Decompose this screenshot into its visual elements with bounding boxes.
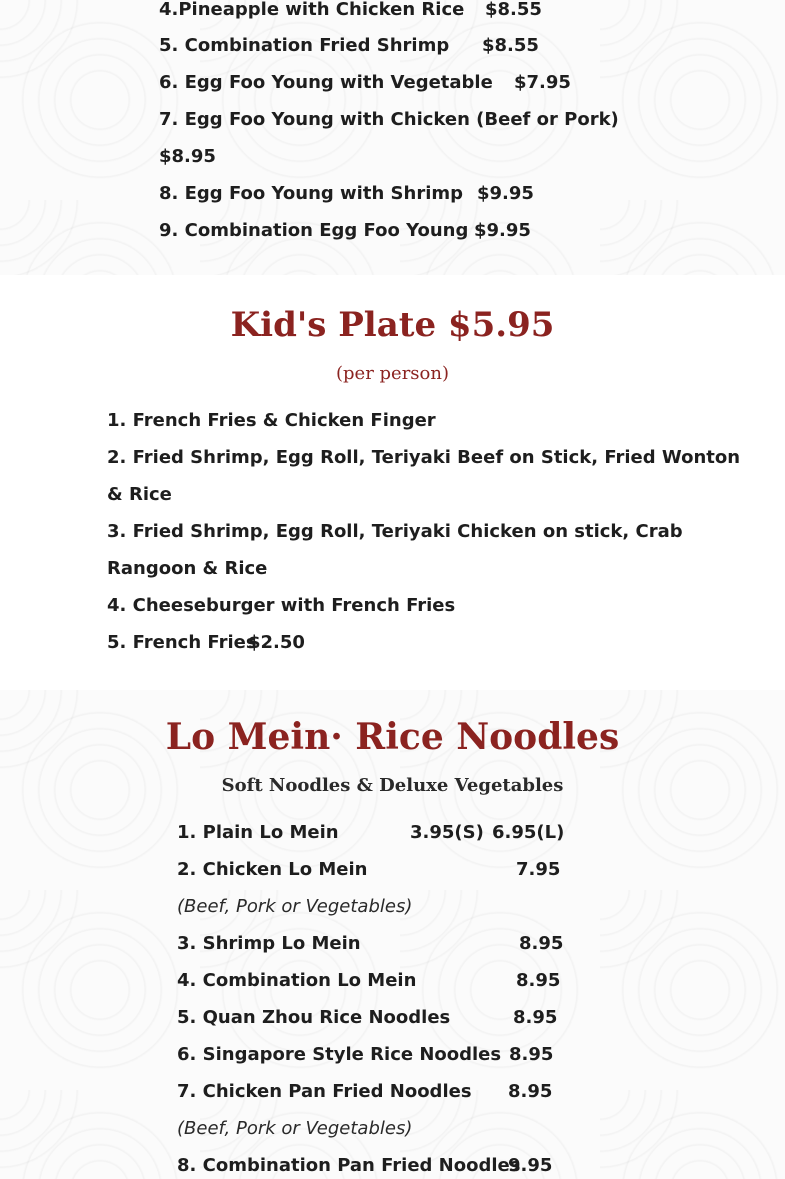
item-name: 6. Egg Foo Young with Vegetable — [159, 72, 493, 93]
menu-item-continued — [107, 557, 267, 581]
menu-item — [159, 34, 539, 58]
menu-item — [177, 1154, 553, 1178]
item-name: 4. Cheeseburger with French Fries — [107, 595, 456, 616]
menu-item — [177, 932, 564, 956]
item-price-large: 6.95(L) — [492, 822, 565, 843]
item-name: 3. Fried Shrimp, Egg Roll, Teriyaki Chicken on stick, Crab — [107, 521, 683, 542]
item-name: 8. Egg Foo Young with Shrimp — [159, 183, 464, 204]
menu-item-continued — [107, 483, 172, 507]
item-name: 1. French Fries & Chicken Finger — [107, 410, 436, 431]
menu-item — [107, 631, 305, 655]
item-name: 5. French Fries — [107, 632, 257, 653]
menu-item — [177, 1043, 554, 1067]
menu-item — [159, 71, 571, 95]
item-name: 1. Plain Lo Mein — [177, 822, 339, 843]
menu-item — [107, 446, 740, 470]
item-price: 8.95 — [508, 1081, 553, 1102]
section-subtitle: Soft Noodles & Deluxe Vegetables — [221, 775, 564, 796]
item-name: 6. Singapore Style Rice Noodles — [177, 1044, 502, 1065]
item-note: (Beef, Pork or Vegetables) — [177, 896, 413, 917]
section-title: Lo Mein· Rice Noodles — [165, 716, 620, 758]
item-note: (Beef, Pork or Vegetables) — [177, 1118, 413, 1139]
item-name: 4. Combination Lo Mein — [177, 970, 417, 991]
menu-item — [107, 594, 455, 618]
menu-item — [177, 858, 561, 882]
menu-item — [159, 219, 531, 243]
item-name: & Rice — [107, 484, 172, 505]
menu-item — [177, 821, 565, 845]
item-name: 5. Combination Fried Shrimp — [159, 35, 450, 56]
item-name: 7. Egg Foo Young with Chicken (Beef or Pork) — [159, 109, 619, 130]
section-title: Kid's Plate $5.95 — [230, 305, 555, 345]
menu-item — [107, 409, 436, 433]
item-price: 9.95 — [508, 1155, 553, 1176]
section-subtitle: (per person) — [336, 363, 449, 384]
menu-item — [159, 108, 619, 132]
menu-item — [159, 0, 542, 22]
item-price: $8.55 — [485, 0, 542, 20]
item-name: 5. Quan Zhou Rice Noodles — [177, 1007, 451, 1028]
menu-item — [159, 182, 534, 206]
item-price: $7.95 — [514, 72, 571, 93]
item-price: $8.95 — [159, 146, 216, 167]
menu-item — [177, 1006, 558, 1030]
item-price: $9.95 — [477, 183, 534, 204]
menu-item-price-line — [159, 145, 216, 169]
item-name: 3. Shrimp Lo Mein — [177, 933, 361, 954]
item-name: 2. Fried Shrimp, Egg Roll, Teriyaki Beef on Stick, Fried Wonton — [107, 447, 741, 468]
item-name: 2. Chicken Lo Mein — [177, 859, 368, 880]
item-price: 8.95 — [513, 1007, 558, 1028]
item-price: 7.95 — [516, 859, 561, 880]
item-name: 8. Combination Pan Fried Noodles — [177, 1155, 521, 1176]
item-price: 8.95 — [519, 933, 564, 954]
item-price: 8.95 — [516, 970, 561, 991]
item-price-small: 3.95(S) — [410, 822, 484, 843]
item-name: Rangoon & Rice — [107, 558, 268, 579]
item-price: $9.95 — [474, 220, 531, 241]
item-price: $8.55 — [482, 35, 539, 56]
item-name: 9. Combination Egg Foo Young — [159, 220, 469, 241]
item-price: $2.50 — [248, 632, 305, 653]
item-price: 8.95 — [509, 1044, 554, 1065]
item-name: 7. Chicken Pan Fried Noodles — [177, 1081, 472, 1102]
menu-item — [177, 1080, 553, 1104]
item-name: 4.Pineapple with Chicken Rice — [159, 0, 465, 20]
menu-item — [107, 520, 683, 544]
lo-mein-section-background — [0, 690, 785, 1179]
menu-item — [177, 969, 561, 993]
